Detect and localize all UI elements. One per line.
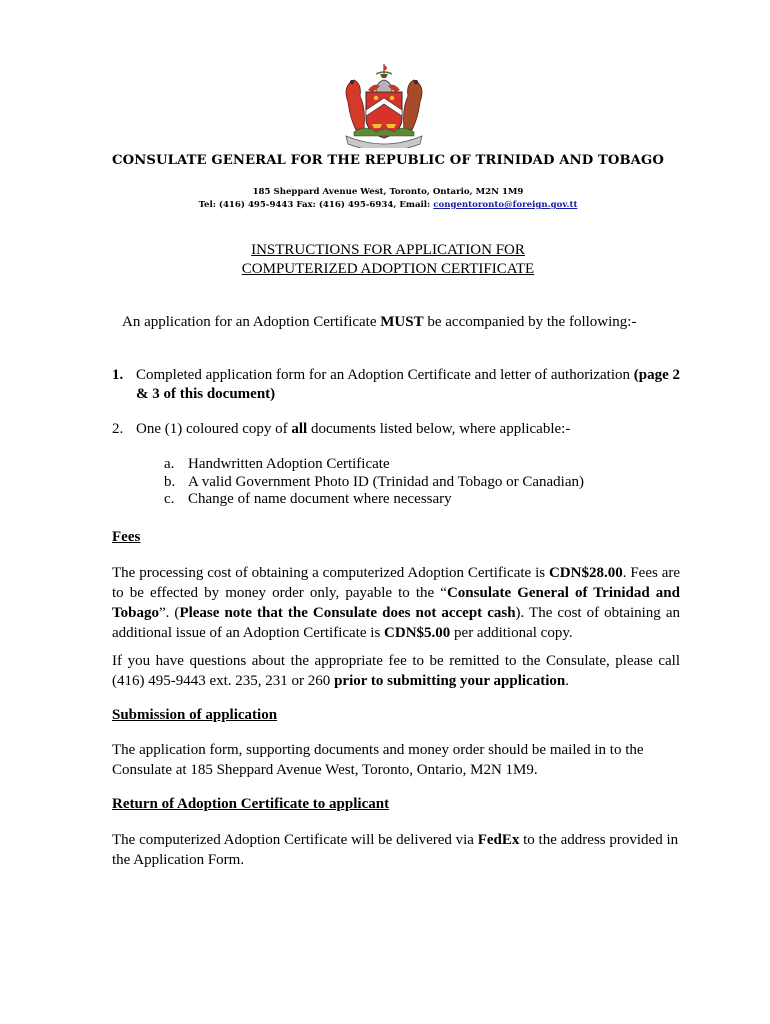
sublist-text: Change of name document where necessary: [188, 491, 452, 507]
intro-after: be accompanied by the following:-: [423, 314, 637, 330]
fees-heading: Fees: [112, 529, 141, 545]
item2-bold: all: [291, 421, 308, 437]
consulate-address: 185 Sheppard Avenue West, Toronto, Ontario, M2N 1M9: [252, 187, 524, 197]
item2-before: One (1) coloured copy of: [136, 421, 292, 437]
fees-text: . Fees are to be effected by money order only, payable to the “: [112, 565, 681, 601]
sublist-item: [164, 474, 684, 492]
heading-line-1: INSTRUCTIONS FOR APPLICATION FOR: [251, 242, 525, 258]
courier-name: FedEx: [477, 832, 520, 848]
sublist-item: [164, 491, 684, 509]
cash-note: Please note that the Consulate does not accept cash: [179, 605, 516, 621]
submission-heading: Submission of application: [112, 707, 278, 723]
item1-bold: (page 2 & 3 of this document): [136, 367, 681, 402]
list-item-1: [112, 366, 692, 404]
return-text: The computerized Adoption Certificate will be delivered via: [112, 832, 478, 848]
sublist-letter: a.: [164, 456, 175, 472]
return-text: to the address provided in the Application Form.: [112, 832, 679, 868]
payee-name: Consulate General of Trinidad and Tobago: [112, 585, 680, 621]
consulate-contact: [110, 199, 666, 211]
item2-after: documents listed below, where applicable:-: [307, 421, 571, 437]
list-item-2: [112, 420, 692, 439]
fees-text: per additional copy.: [450, 625, 573, 641]
fees-text: ”. (: [158, 605, 180, 621]
intro-text: [122, 313, 682, 332]
return-paragraph: [112, 830, 680, 870]
fees-questions-paragraph: [112, 651, 680, 691]
intro-emphasis: MUST: [380, 314, 424, 330]
sublist-item: [164, 456, 684, 474]
item1-text: Completed application form for an Adoption Certificate and letter of authorization: [136, 367, 634, 383]
consulate-title: CONSULATE GENERAL FOR THE REPUBLIC OF TRINIDAD AND TOBAGO: [112, 153, 664, 168]
intro-before: An application for an Adoption Certificate: [122, 314, 381, 330]
email-link[interactable]: congentoronto@foreign.gov.tt: [433, 200, 578, 210]
sublist-text: Handwritten Adoption Certificate: [188, 456, 390, 472]
sublist-text: A valid Government Photo ID (Trinidad and Tobago or Canadian): [188, 473, 584, 490]
additional-fee: CDN$5.00: [384, 625, 451, 641]
coat-of-arms-icon: [336, 62, 432, 148]
submission-paragraph: The application form, supporting documents and money order should be mailed in to the Consulate at 185 Sheppard Avenue West, Toronto, Ontario, M2N 1M9.: [112, 742, 644, 778]
item-text: [136, 366, 692, 404]
item-number: 2.: [112, 421, 124, 437]
fee-amount: CDN$28.00: [548, 565, 623, 581]
item-number: 1.: [112, 367, 124, 383]
sublist-letter: c.: [164, 491, 175, 507]
item-text: [136, 420, 692, 439]
instructions-heading: [160, 241, 616, 279]
heading-line-2: COMPUTERIZED ADOPTION CERTIFICATE: [241, 261, 535, 277]
return-heading: Return of Adoption Certificate to applicant: [112, 796, 390, 812]
document-sublist: [164, 456, 684, 509]
questions-text: If you have questions about the appropriate fee to be remitted to the Consulate, please call (416) 495-9443 ext. 235, 231 or 260: [112, 653, 680, 689]
fees-text: ). The cost of obtaining an additional issue of an Adoption Certificate is: [112, 605, 681, 641]
sublist-letter: b.: [164, 473, 176, 490]
questions-bold: prior to submitting your application: [334, 673, 566, 689]
fees-text: The processing cost of obtaining a computerized Adoption Certificate is: [112, 565, 549, 581]
contact-text: Tel: (416) 495-9443 Fax: (416) 495-6934, Email:: [198, 200, 434, 210]
fees-paragraph: [112, 563, 680, 643]
questions-text: .: [565, 673, 569, 689]
